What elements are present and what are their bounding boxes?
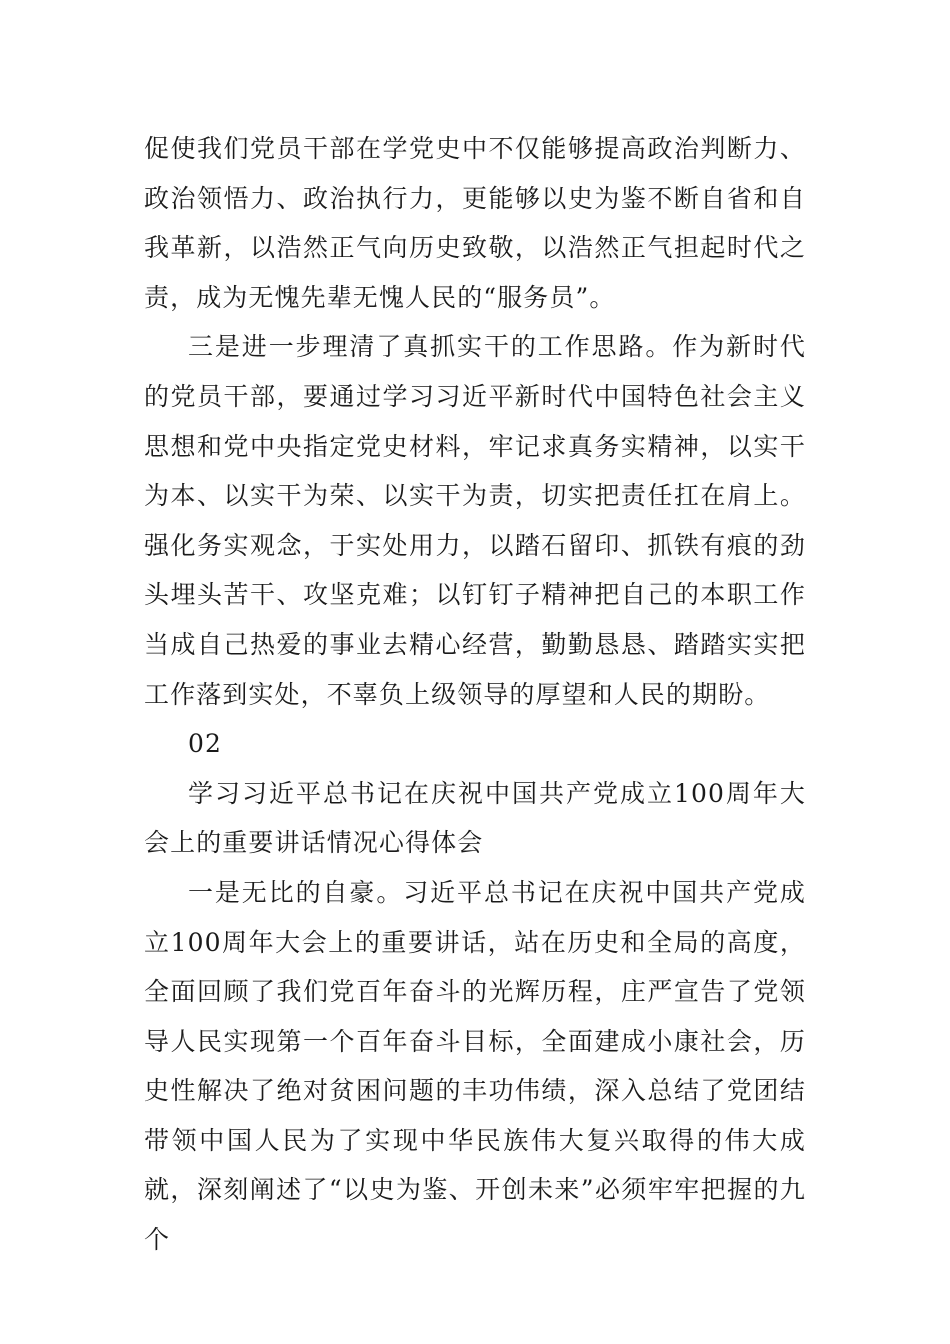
document-page xyxy=(144,120,806,1265)
section-number: 02 xyxy=(188,729,223,759)
paragraph-point-three: 三是进一步理清了真抓实干的工作思路。作为新时代的党员干部，要通过学习习近平新时代中国特色社会主义思想和党中央指定党史材料，牢记求真务实精神，以实干为本、以实干为荣、以实干为责，切实把责任扛在肩上。强化务实观念，于实处用力，以踏石留印、抓铁有痕的劲头埋头苦干、攻坚克难；以钉钉子精神把自己的本职工作当成自己热爱的事业去精心经营，勤勤恳恳、踏踏实实把工作落到实处，不辜负上级领导的厚望和人民的期盼。 xyxy=(144,332,806,709)
paragraph-point-one: 一是无比的自豪。习近平总书记在庆祝中国共产党成立100周年大会上的重要讲话，站在历史和全局的高度，全面回顾了我们党百年奋斗的光辉历程，庄严宣告了党领导人民实现第一个百年奋斗目标，全面建成小康社会，历史性解决了绝对贫困问题的丰功伟绩，深入总结了党团结带领中国人民为了实现中华民族伟大复兴取得的伟大成就，深刻阐述了“以史为鉴、开创未来”必须牢牢把握的九个 xyxy=(144,877,806,1255)
paragraph-continuation: 促使我们党员干部在学党史中不仅能够提高政治判断力、政治领悟力、政治执行力，更能够以史为鉴不断自省和自我革新，以浩然正气向历史致敬，以浩然正气担起时代之责，成为无愧先辈无愧人民的“服务员”。 xyxy=(144,134,806,312)
section-title: 学习习近平总书记在庆祝中国共产党成立100周年大会上的重要讲话情况心得体会 xyxy=(144,778,806,858)
